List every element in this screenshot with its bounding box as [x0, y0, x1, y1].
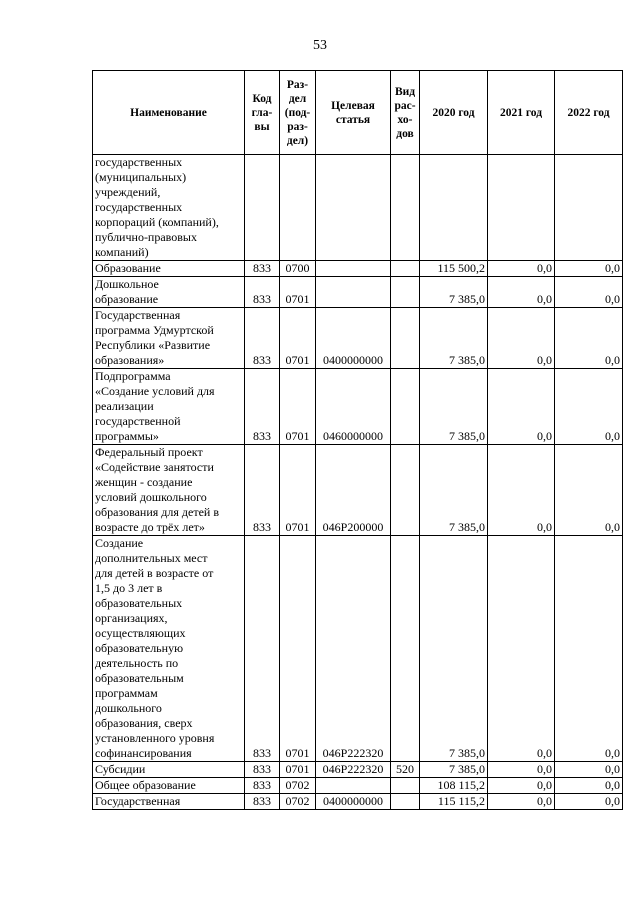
- row-2021: 0,0: [488, 794, 555, 810]
- row-vid: [391, 445, 420, 536]
- row-vid: [391, 261, 420, 277]
- row-2021: 0,0: [488, 778, 555, 794]
- row-ved: 833: [245, 261, 280, 277]
- row-2022: 0,0: [555, 762, 623, 778]
- row-2020: 115 115,2: [420, 794, 488, 810]
- row-vid: [391, 277, 420, 308]
- row-2022: 0,0: [555, 261, 623, 277]
- row-celevaya: [316, 261, 391, 277]
- row-vid: [391, 536, 420, 762]
- row-2022: 0,0: [555, 445, 623, 536]
- row-2022: 0,0: [555, 369, 623, 445]
- header-ved: Код гла- вы: [245, 71, 280, 155]
- header-vid: Вид рас- хо- дов: [391, 71, 420, 155]
- table-row: [93, 261, 623, 277]
- row-2020: 108 115,2: [420, 778, 488, 794]
- row-vid: 520: [391, 762, 420, 778]
- header-2021: 2021 год: [488, 71, 555, 155]
- row-razdel: 0701: [280, 762, 316, 778]
- row-razdel: [280, 155, 316, 261]
- row-name: Создание дополнительных мест для детей в возрасте от 1,5 до 3 лет в образовательных организациях, осуществляющих образовательную деятельность по образовательным программам дошкольного образования, сверх установленного уровня софинансирования: [93, 536, 245, 762]
- row-name: Государственная программа Удмуртской Республики «Развитие образования»: [93, 308, 245, 369]
- row-2021: 0,0: [488, 369, 555, 445]
- row-ved: 833: [245, 277, 280, 308]
- row-ved: 833: [245, 794, 280, 810]
- row-2022: [555, 155, 623, 261]
- row-razdel: 0702: [280, 794, 316, 810]
- row-celevaya: [316, 778, 391, 794]
- row-celevaya: [316, 155, 391, 261]
- table-row: [93, 277, 623, 308]
- table-row: [93, 308, 623, 369]
- row-celevaya: [316, 277, 391, 308]
- row-vid: [391, 155, 420, 261]
- page-number: 53: [313, 38, 327, 53]
- row-2020: 115 500,2: [420, 261, 488, 277]
- row-2020: 7 385,0: [420, 369, 488, 445]
- row-name: Дошкольное образование: [93, 277, 245, 308]
- table-row: [93, 762, 623, 778]
- header-celevaya: Целевая статья: [316, 71, 391, 155]
- row-ved: 833: [245, 762, 280, 778]
- row-celevaya: 0400000000: [316, 794, 391, 810]
- row-2021: 0,0: [488, 308, 555, 369]
- row-celevaya: 0460000000: [316, 369, 391, 445]
- table-row: [93, 155, 623, 261]
- table-row: [93, 778, 623, 794]
- row-celevaya: 046P200000: [316, 445, 391, 536]
- row-razdel: 0701: [280, 369, 316, 445]
- row-ved: 833: [245, 308, 280, 369]
- row-ved: 833: [245, 778, 280, 794]
- row-2021: 0,0: [488, 536, 555, 762]
- row-name: Субсидии: [93, 762, 245, 778]
- row-vid: [391, 794, 420, 810]
- row-2022: 0,0: [555, 308, 623, 369]
- row-vid: [391, 308, 420, 369]
- row-ved: 833: [245, 369, 280, 445]
- row-2020: 7 385,0: [420, 762, 488, 778]
- row-razdel: 0701: [280, 536, 316, 762]
- row-ved: [245, 155, 280, 261]
- table-header-row: [93, 71, 623, 155]
- budget-table: [92, 70, 623, 810]
- row-razdel: 0700: [280, 261, 316, 277]
- row-2021: 0,0: [488, 277, 555, 308]
- row-2020: 7 385,0: [420, 536, 488, 762]
- row-2021: 0,0: [488, 762, 555, 778]
- row-name: Федеральный проект «Содействие занятости женщин - создание условий дошкольного образования для детей в возрасте до трёх лет»: [93, 445, 245, 536]
- row-celevaya: 046P222320: [316, 762, 391, 778]
- row-name: государственных (муниципальных) учреждений, государственных корпораций (компаний), публично-правовых компаний): [93, 155, 245, 261]
- row-2021: [488, 155, 555, 261]
- row-name: Государственная: [93, 794, 245, 810]
- header-2020: 2020 год: [420, 71, 488, 155]
- row-name: Общее образование: [93, 778, 245, 794]
- table-row: [93, 369, 623, 445]
- table-row: [93, 794, 623, 810]
- row-razdel: 0701: [280, 445, 316, 536]
- row-razdel: 0702: [280, 778, 316, 794]
- row-celevaya: 046P222320: [316, 536, 391, 762]
- header-2022: 2022 год: [555, 71, 623, 155]
- row-celevaya: 0400000000: [316, 308, 391, 369]
- row-2022: 0,0: [555, 778, 623, 794]
- row-2020: 7 385,0: [420, 445, 488, 536]
- row-2020: 7 385,0: [420, 277, 488, 308]
- header-razdel: Раз- дел (под- раз- дел): [280, 71, 316, 155]
- row-razdel: 0701: [280, 308, 316, 369]
- row-ved: 833: [245, 445, 280, 536]
- row-razdel: 0701: [280, 277, 316, 308]
- row-2022: 0,0: [555, 794, 623, 810]
- row-name: Подпрограмма «Создание условий для реализации государственной программы»: [93, 369, 245, 445]
- row-vid: [391, 369, 420, 445]
- table-row: [93, 536, 623, 762]
- row-2020: [420, 155, 488, 261]
- row-2022: 0,0: [555, 536, 623, 762]
- row-2020: 7 385,0: [420, 308, 488, 369]
- row-vid: [391, 778, 420, 794]
- header-name: Наименование: [93, 71, 245, 155]
- row-2022: 0,0: [555, 277, 623, 308]
- row-name: Образование: [93, 261, 245, 277]
- table-row: [93, 445, 623, 536]
- row-ved: 833: [245, 536, 280, 762]
- row-2021: 0,0: [488, 261, 555, 277]
- row-2021: 0,0: [488, 445, 555, 536]
